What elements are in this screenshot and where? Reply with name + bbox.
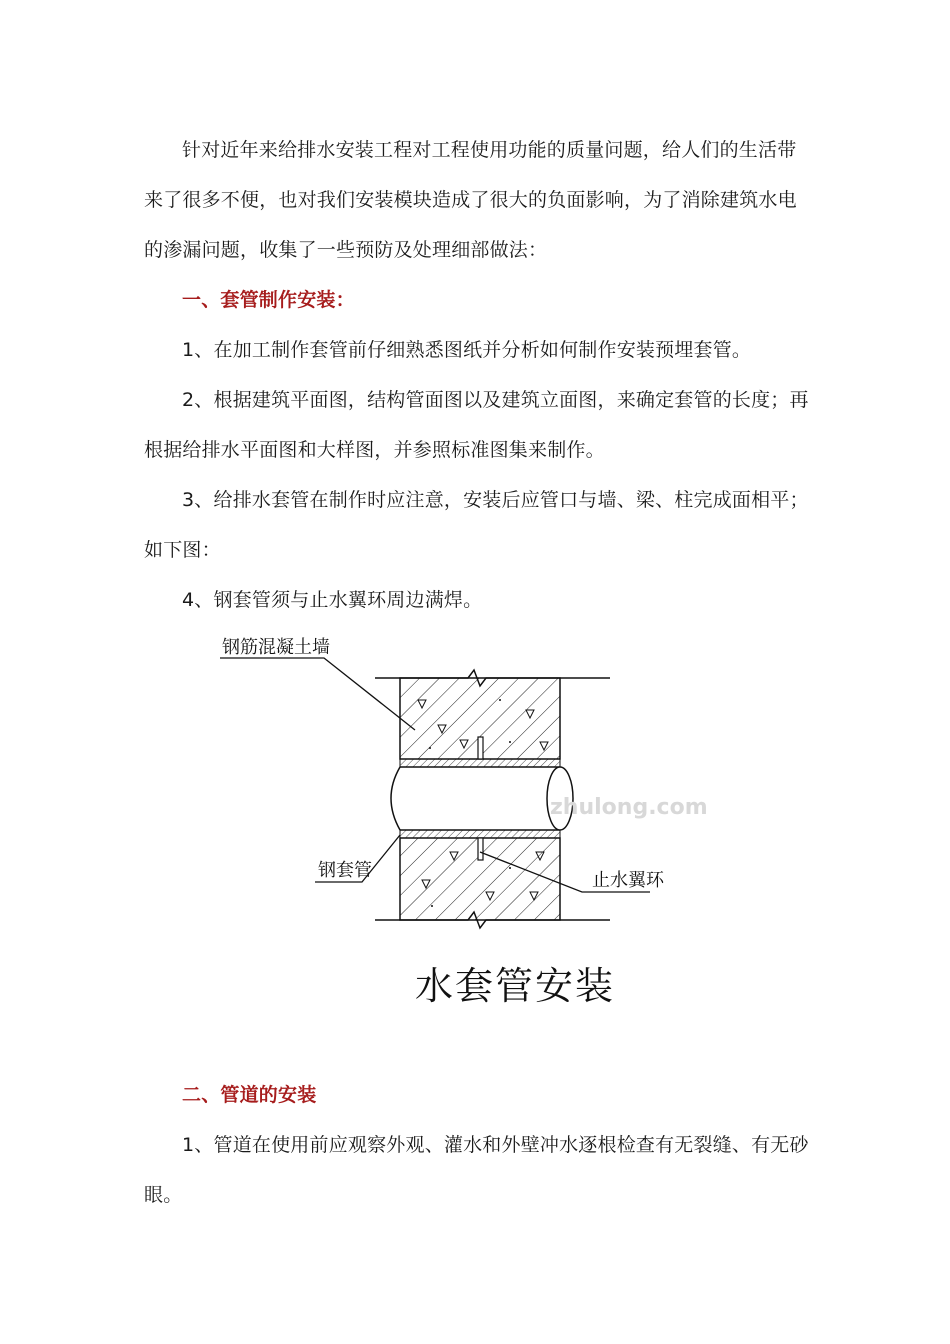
figure-caption: 水套管安装 <box>415 964 616 1008</box>
section-1-item-1: 1、在加工制作套管前仔细熟悉图纸并分析如何制作安装预埋套管。 <box>182 339 752 361</box>
water-stop-ring-lower <box>478 838 483 860</box>
label-steel-sleeve: 钢套管 <box>318 860 372 881</box>
intro-paragraph: 针对近年来给排水安装工程对工程使用功能的质量问题，给人们的生活带来了很多不便，也对我们安装模块造成了很大的负面影响，为了消除建筑水电的渗漏问题，收集了一些预防及处理细部做法： <box>144 139 797 261</box>
sleeve-diagram <box>210 630 708 1010</box>
section-1-item-2: 2、根据建筑平面图，结构管面图以及建筑立面图，来确定套管的长度；再根据给排水平面图和大样图，并参照标准图集来制作。 <box>144 389 809 461</box>
label-water-stop-ring: 止水翼环 <box>592 870 664 891</box>
section-1-item-4: 4、钢套管须与止水翼环周边满焊。 <box>182 589 483 611</box>
sleeve-bottom-band <box>400 830 560 838</box>
label-concrete-wall: 钢筋混凝土墙 <box>222 637 330 658</box>
section-2-heading: 二、管道的安装 <box>182 1084 317 1106</box>
pipe <box>391 767 573 830</box>
watermark: zhulong.com <box>550 795 708 820</box>
section-1-heading: 一、套管制作安装： <box>182 289 355 311</box>
section-2-item-1: 1、管道在使用前应观察外观、灌水和外壁冲水逐根检查有无裂缝、有无砂眼。 <box>144 1134 809 1206</box>
sleeve-installation-figure <box>210 630 708 1010</box>
leader-wall <box>220 658 415 730</box>
water-stop-ring-upper <box>478 737 483 759</box>
section-1-item-3: 3、给排水套管在制作时应注意，安装后应管口与墙、梁、柱完成面相平；如下图： <box>144 489 809 561</box>
sleeve-top-band <box>400 759 560 767</box>
